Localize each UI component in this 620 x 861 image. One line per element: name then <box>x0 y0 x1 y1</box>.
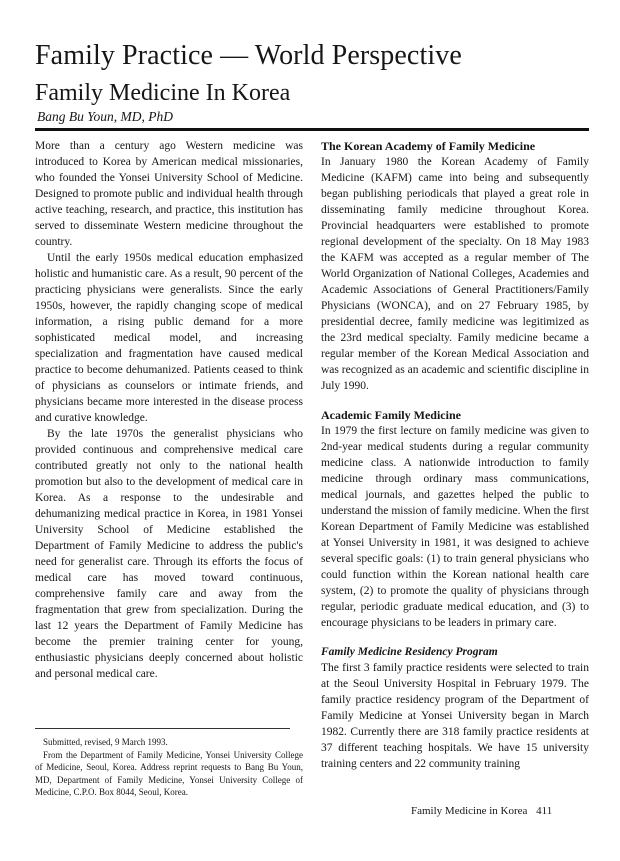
left-column <box>35 138 303 682</box>
academic-paragraph: In 1979 the first lecture on family medicine was given to 2nd-year medical students during a regular community medicine class. A nationwide introduction to family medicine through ordinary mass communications, medical journals, and gazettes helped the public to understand the mission of family medicine. When the first Korean Department of Family Medicine was established at Yonsei University in 1981, it was designed to achieve several specific goals: (1) to train general physicians who could function within the Korean national health care system, (2) to promote the quality of physicians through regular, periodic graduate medical education, and (3) to encourage physicians to be leaders in primary care. <box>321 425 589 629</box>
section-title: Family Practice — World Perspective <box>35 40 462 71</box>
academy-paragraph: In January 1980 the Korean Academy of Family Medicine (KAFM) came into being and subsequently began publishing periodicals that played a great role in disseminating family medicine throughout Korea. Provincial headquarters were established to promote regional development of the specialty. On 18 May 1983 the KAFM was accepted as a regular member of The World Organization of National Colleges, Academies and Academic Associations of General Practitioners/Family Physicians (WONCA), and on 27 February 1985, by presidential decree, family medicine was legitimized as the 23rd medical specialty. Family medicine became a regular member of the Korean Medical Association and was recognized as an academic and scientific discipline in July 1990. <box>321 156 589 392</box>
residency-paragraph: The first 3 family practice residents were selected to train at the Seoul University Hospital in February 1979. The family practice residency program of the Department of Family Medicine at Yonsei University began in March 1982. Currently there are 318 family practice residents at 37 different teaching hospitals. We have 15 university training centers and 22 community training <box>321 662 589 770</box>
article-title: Family Medicine In Korea <box>35 80 291 106</box>
footnote-submitted: Submitted, revised, 9 March 1993. <box>43 737 168 747</box>
page-number: 411 <box>536 805 553 817</box>
header-rule <box>35 128 589 131</box>
footnotes <box>35 736 303 799</box>
author-byline: Bang Bu Youn, MD, PhD <box>37 109 174 124</box>
department-paragraph: By the late 1970s the generalist physicians who provided continuous and comprehensive medical care contributed greatly not only to the national health promotion but also to the development of medical care in Korea. As a response to the undesirable and dehumanizing medical practice in Korea, in 1981 Yonsei University School of Medicine established the Department of Family Medicine to address the public's need for generalist care. Through its efforts the focus of medical care has moved toward continuous, comprehensive family care and away from the fragmentation that grew from specialization. During the last 12 years the Department of Family Medicine has become the premier training center for young, enthusiastic physicians deeply concerned about holistic and personal medical care. <box>35 428 303 680</box>
footnote-affiliation: From the Department of Family Medicine, Yonsei University College of Medicine, Seoul, Korea. Address reprint requests to Bang Bu Youn, MD, Department of Family Medicine, Yonsei University College of Medicine, C.P.O. Box 8044, Seoul, Korea. <box>35 749 303 797</box>
heading-residency-program: Family Medicine Residency Program <box>321 646 498 658</box>
running-footer-title: Family Medicine in Korea <box>411 805 528 817</box>
intro-paragraph: More than a century ago Western medicine was introduced to Korea by American medical missionaries, who founded the Yonsei University School of Medicine. Designed to promote public and individual health through active teaching, research, and practice, this institution has served to disseminate Western medicine throughout the country. <box>35 140 303 248</box>
running-footer <box>411 805 552 817</box>
footnote-rule <box>35 728 290 729</box>
history-paragraph: Until the early 1950s medical education emphasized holistic and humanistic care. As a result, 90 percent of the practicing physicians were generalists. Since the early 1950s, however, the rapidly changing scope of medical information, a rising public demand for a more sophisticated medical model, and increasing specialization and fragmentation have caused medical practice to become dehumanized. Patients ceased to think of physicians as counselors or intimate friends, and physicians became more interested in the disease process and curative knowledge. <box>35 252 303 424</box>
heading-korean-academy: The Korean Academy of Family Medicine <box>321 139 536 153</box>
right-column <box>321 138 589 772</box>
heading-academic-family-medicine: Academic Family Medicine <box>321 408 461 422</box>
